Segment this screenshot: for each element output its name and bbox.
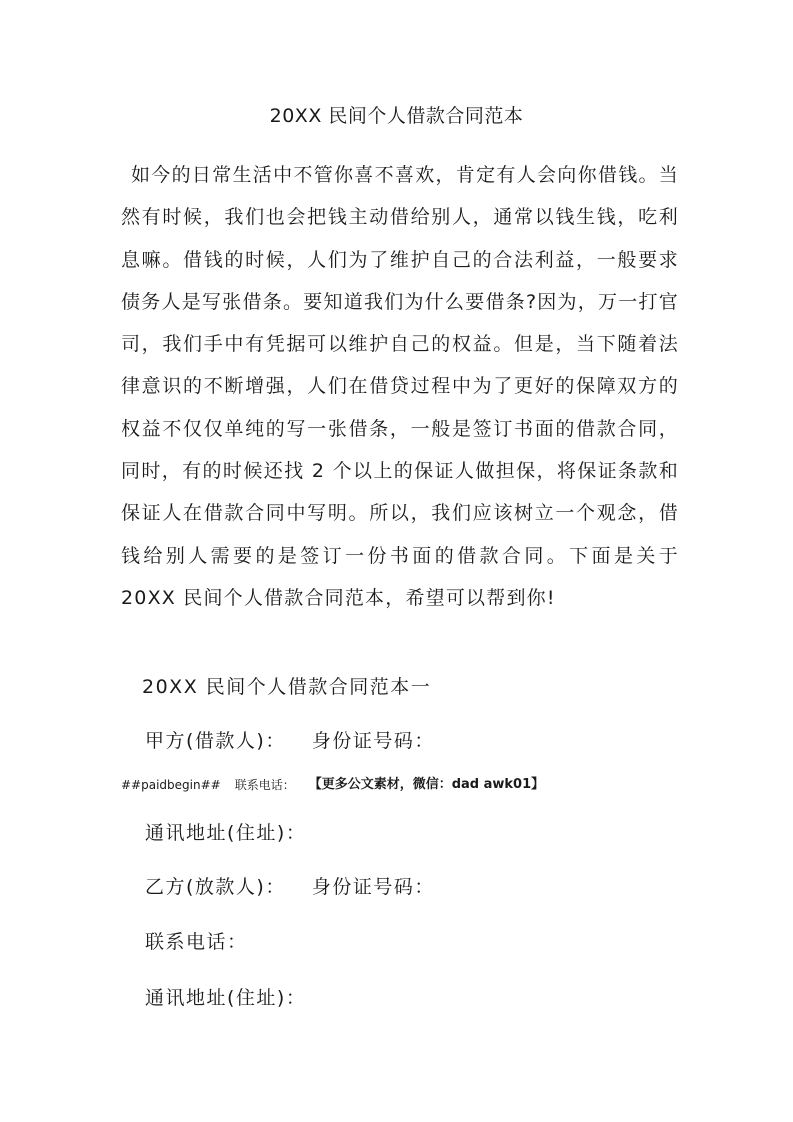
contact-row [121,775,544,795]
party-a-id-label: 身份证号码： [311,730,435,752]
party-b-id-label: 身份证号码： [311,876,435,898]
document-title: 20XX 民间个人借款合同范本 [269,105,524,127]
party-b-label: 乙方(放款人)： [145,876,286,898]
intro-paragraph: 如今的日常生活中不管你喜不喜欢，肯定有人会向你借钱。当然有时候，我们也会把钱主动借给别人，通常以钱生钱，吃利息嘛。借钱的时候，人们为了维护自己的合法利益，一般要求债务人是写张借条。要知道我们为什么要借条?因为，万一打官司，我们手中有凭据可以维护自己的权益。但是，当下随着法律意识的不断增强，人们在借贷过程中为了更好的保障双方的权益不仅仅单纯的写一张借条，一般是签订书面的借款合同，同时，有的时候还找 2 个以上的保证人做担保，将保证条款和保证人在借款合同中写明。所以，我们应该树立一个观念，借钱给别人需要的是签订一份书面的借款合同。下面是关于 20XX 民间个人借款合同范本，希望可以帮到你! [121,164,679,609]
address-a-label: 通讯地址(住址)： [145,822,307,844]
contact-phone-label-small: 联系电话： [234,778,295,792]
party-a-line [145,727,435,755]
phone-b-label: 联系电话： [145,931,248,953]
party-a-label: 甲方(借款人)： [145,730,286,752]
address-b-label: 通讯地址(住址)： [145,987,307,1009]
party-b-line [145,873,435,901]
promo-text: 【更多公文素材，微信：dad awk01】 [308,777,545,792]
section-title: 20XX 民间个人借款合同范本一 [142,676,432,698]
paid-marker: ##paidbegin## [121,778,221,792]
